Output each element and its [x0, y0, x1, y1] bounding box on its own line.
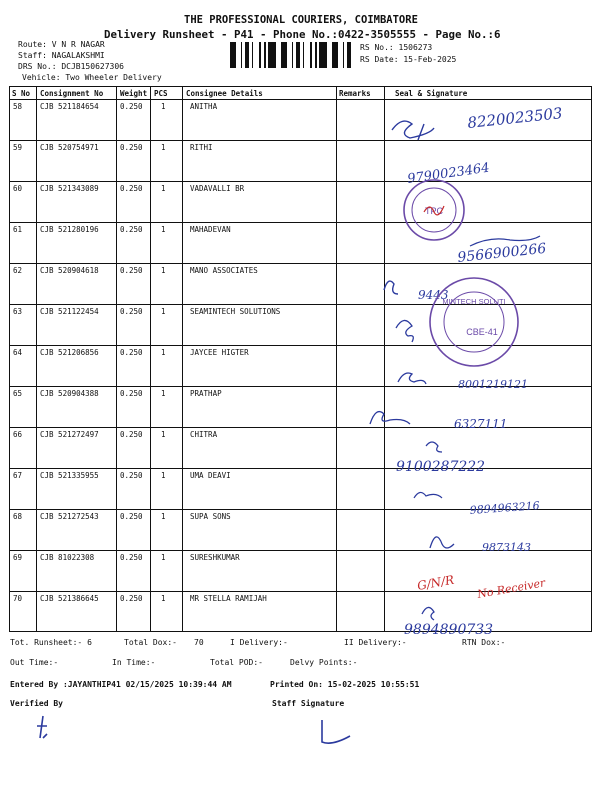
- row-consignment-no: CJB 521272497: [40, 430, 99, 439]
- row-consignee: CHITRA: [190, 430, 218, 439]
- drs-number: DRS No.: DCJB150627306: [18, 62, 124, 71]
- rs-date: RS Date: 15-Feb-2025: [360, 55, 457, 64]
- row-divider: [10, 386, 591, 387]
- barcode-bar: [350, 42, 351, 68]
- row-sno: 69: [13, 553, 23, 562]
- barcode-bar: [310, 42, 312, 68]
- row-consignment-no: CJB 521184654: [40, 102, 99, 111]
- vehicle-label: Vehicle: Two Wheeler Delivery: [22, 73, 162, 82]
- row-pcs: 1: [161, 225, 166, 234]
- row-pcs: 1: [161, 594, 166, 603]
- row-consignee: SEAMINTECH SOLUTIONS: [190, 307, 281, 316]
- handwritten-phone-69: 9873143: [482, 541, 531, 554]
- row-weight: 0.250: [120, 553, 143, 562]
- row-consignment-no: CJB 521335955: [40, 471, 99, 480]
- row-sno: 59: [13, 143, 23, 152]
- row-weight: 0.250: [120, 430, 143, 439]
- rs-number: RS No.: 1506273: [360, 43, 433, 52]
- stamp-row60-text: TPC: [425, 206, 443, 216]
- col-header-seal: Seal & Signature: [395, 89, 468, 98]
- row-divider: [10, 468, 591, 469]
- row-weight: 0.250: [120, 102, 143, 111]
- row-divider: [10, 181, 591, 182]
- barcode-bar: [245, 42, 248, 68]
- handwritten-phone-64: 8001219121: [458, 378, 528, 391]
- row-weight: 0.250: [120, 512, 143, 521]
- row-consignee: MANO ASSOCIATES: [190, 266, 258, 275]
- out-time-label: Out Time:-: [10, 658, 59, 667]
- handwritten-phone-60: 9790023464: [406, 160, 491, 187]
- row-divider: [10, 427, 591, 428]
- row-weight: 0.250: [120, 307, 143, 316]
- handwritten-phone-62: 9443: [418, 288, 449, 302]
- entered-by: Entered By :JAYANTHIP41 02/15/2025 10:39:44 AM: [10, 680, 232, 689]
- row-divider: [10, 591, 591, 592]
- barcode-bar: [233, 42, 236, 68]
- barcode-bar: [230, 42, 233, 68]
- row-weight: 0.250: [120, 266, 143, 275]
- barcode-image: [230, 42, 354, 68]
- barcode-bar: [299, 42, 300, 68]
- handwritten-remark-gnr: G/N/R: [416, 572, 456, 593]
- row-weight: 0.250: [120, 594, 143, 603]
- row-consignment-no: CJB 81022308: [40, 553, 95, 562]
- row-divider: [10, 222, 591, 223]
- row-pcs: 1: [161, 553, 166, 562]
- barcode-bar: [252, 42, 253, 68]
- row-sno: 61: [13, 225, 23, 234]
- handwritten-phone-65: 6327111: [454, 417, 508, 431]
- row-consignment-no: CJB 521343089: [40, 184, 99, 193]
- in-time-label: In Time:-: [112, 658, 156, 667]
- barcode-bar: [343, 42, 344, 68]
- barcode-bar: [284, 42, 287, 68]
- barcode-bar: [315, 42, 317, 68]
- row-weight: 0.250: [120, 348, 143, 357]
- barcode-bar: [319, 42, 322, 68]
- row-consignee: PRATHAP: [190, 389, 222, 398]
- total-dox-label: Total Dox:-: [124, 638, 177, 647]
- header-divider: [10, 99, 591, 100]
- barcode-bar: [292, 42, 293, 68]
- row-weight: 0.250: [120, 389, 143, 398]
- ii-delivery-label: II Delivery:-: [344, 638, 407, 647]
- row-pcs: 1: [161, 348, 166, 357]
- row-sno: 67: [13, 471, 23, 480]
- total-dox-value: 70: [194, 638, 204, 647]
- row-weight: 0.250: [120, 471, 143, 480]
- barcode-bar: [296, 42, 299, 68]
- row-sno: 65: [13, 389, 23, 398]
- barcode-bar: [268, 42, 271, 68]
- rtn-dox-label: RTN Dox:-: [462, 638, 506, 647]
- verified-by-mark: [37, 716, 47, 738]
- handwritten-remark-no-receiver: No Receiver: [476, 576, 547, 601]
- row-consignee: ANITHA: [190, 102, 218, 111]
- row-divider: [10, 345, 591, 346]
- col-header-consignee: Consignee Details: [186, 89, 263, 98]
- stamp-row63-code: CBE-41: [466, 327, 498, 337]
- row-consignment-no: CJB 520904618: [40, 266, 99, 275]
- row-pcs: 1: [161, 307, 166, 316]
- row-consignment-no: CJB 521272543: [40, 512, 99, 521]
- row-sno: 58: [13, 102, 23, 111]
- staff-signature-label: Staff Signature: [272, 699, 345, 708]
- row-divider: [10, 304, 591, 305]
- row-weight: 0.250: [120, 143, 143, 152]
- route-label: Route: V N R NAGAR: [18, 40, 105, 49]
- row-pcs: 1: [161, 389, 166, 398]
- row-sno: 70: [13, 594, 23, 603]
- row-sno: 63: [13, 307, 23, 316]
- row-sno: 60: [13, 184, 23, 193]
- tot-runsheet: Tot. Runsheet:- 6: [10, 638, 92, 647]
- row-consignee: SURESHKUMAR: [190, 553, 240, 562]
- runsheet-table: [9, 86, 592, 632]
- barcode-bar: [248, 42, 249, 68]
- barcode-bar: [335, 42, 338, 68]
- barcode-bar: [273, 42, 276, 68]
- row-weight: 0.250: [120, 225, 143, 234]
- barcode-bar: [264, 42, 266, 68]
- row-sno: 68: [13, 512, 23, 521]
- row-pcs: 1: [161, 102, 166, 111]
- col-header-consignment: Consignment No: [40, 89, 104, 98]
- total-pod-label: Total POD:-: [210, 658, 263, 667]
- barcode-bar: [332, 42, 335, 68]
- row-divider: [10, 263, 591, 264]
- printed-on: Printed On: 15-02-2025 10:55:51: [270, 680, 420, 689]
- row-divider: [10, 509, 591, 510]
- row-consignment-no: CJB 521122454: [40, 307, 99, 316]
- handwritten-phone-61: 9566900266: [456, 240, 548, 266]
- row-consignee: MR STELLA RAMIJAH: [190, 594, 267, 603]
- barcode-bar: [347, 42, 350, 68]
- col-header-pcs: PCS: [154, 89, 168, 98]
- stamp-row63-name: MINTECH SOLUTI: [442, 297, 506, 306]
- row-pcs: 1: [161, 184, 166, 193]
- barcode-bar: [324, 42, 327, 68]
- row-divider: [10, 550, 591, 551]
- company-name: THE PROFESSIONAL COURIERS, COIMBATORE: [184, 14, 418, 26]
- runsheet-subtitle: Delivery Runsheet - P41 - Phone No.:0422-3505555 - Page No.:6: [104, 28, 501, 41]
- row-consignee: VADAVALLI BR: [190, 184, 245, 193]
- row-sno: 62: [13, 266, 23, 275]
- row-divider: [10, 140, 591, 141]
- row-pcs: 1: [161, 266, 166, 275]
- row-consignment-no: CJB 520754971: [40, 143, 99, 152]
- verified-by-label: Verified By: [10, 699, 63, 708]
- row-consignment-no: CJB 521206856: [40, 348, 99, 357]
- row-consignment-no: CJB 521386645: [40, 594, 99, 603]
- staff-signature-mark: [322, 720, 350, 743]
- staff-label: Staff: NAGALAKSHMI: [18, 51, 105, 60]
- row-sno: 64: [13, 348, 23, 357]
- row-pcs: 1: [161, 512, 166, 521]
- barcode-bar: [322, 42, 324, 68]
- row-pcs: 1: [161, 143, 166, 152]
- col-header-weight: Weight: [120, 89, 148, 98]
- handwritten-phone-58: 8220023503: [466, 104, 564, 132]
- i-delivery-label: I Delivery:-: [230, 638, 288, 647]
- row-consignee: RITHI: [190, 143, 213, 152]
- barcode-bar: [259, 42, 261, 68]
- handwritten-phone-67: 9894963216: [469, 499, 541, 517]
- barcode-bar: [303, 42, 304, 68]
- row-consignee: SUPA SONS: [190, 512, 231, 521]
- col-header-remarks: Remarks: [339, 89, 371, 98]
- row-consignment-no: CJB 521280196: [40, 225, 99, 234]
- row-pcs: 1: [161, 471, 166, 480]
- barcode-bar: [241, 42, 242, 68]
- handwritten-phone-70: 9894890733: [404, 622, 494, 638]
- barcode-bar: [271, 42, 273, 68]
- row-consignee: UMA DEAVI: [190, 471, 231, 480]
- row-consignment-no: CJB 520904388: [40, 389, 99, 398]
- handwritten-phone-66: 9100287222: [396, 459, 486, 475]
- row-pcs: 1: [161, 430, 166, 439]
- row-consignee: JAYCEE HIGTER: [190, 348, 249, 357]
- barcode-bar: [281, 42, 284, 68]
- row-weight: 0.250: [120, 184, 143, 193]
- row-consignee: MAHADEVAN: [190, 225, 231, 234]
- delvy-points-label: Delvy Points:-: [290, 658, 358, 667]
- col-header-sno: S No: [12, 89, 31, 98]
- row-sno: 66: [13, 430, 23, 439]
